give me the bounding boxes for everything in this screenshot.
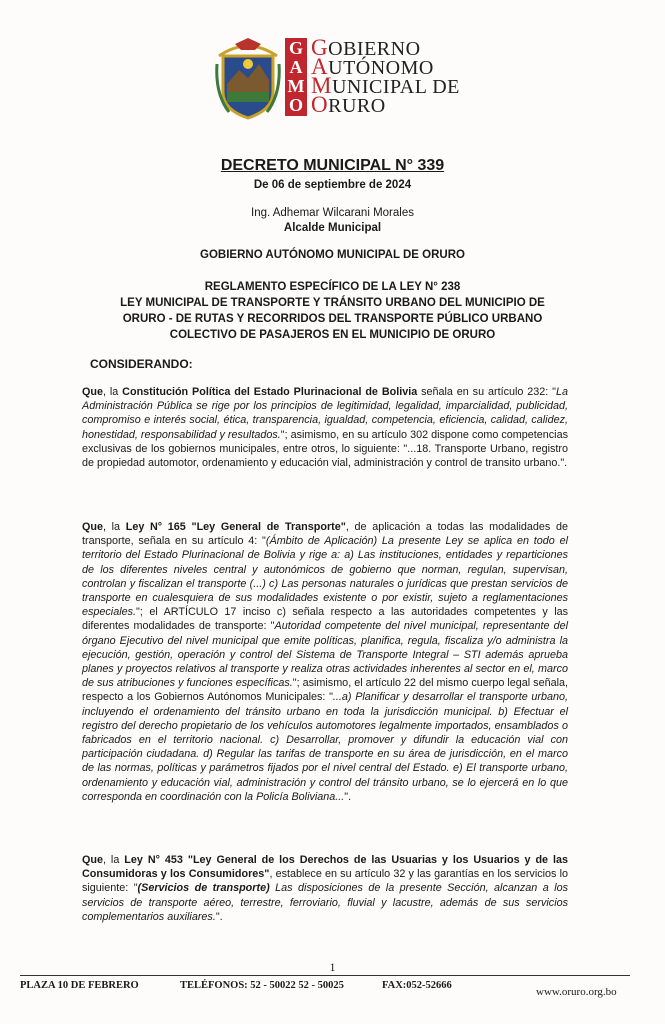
letterhead-line: ORURO [311,92,386,117]
text-run: "; el ARTÍCULO 17 inciso c) señala respecto a las autoridades competentes y las diferentes modalidades de transporte: " [82,606,568,633]
text-run: "; asimismo, en su artículo 302 dispone como competencias exclusivas de los gobiernos municipales, entre otros, lo siguiente: "...18. Transporte Urbano, registro de propiedad automotor, ordenamiento y educación vial, administración y control de transito urbano.". [82,428,568,470]
government-name: GOBIERNO AUTÓNOMO MUNICIPAL DE ORURO [200,249,465,261]
letterhead-line: AUTÓNOMO [311,54,434,79]
footer-website[interactable]: www.oruro.org.bo [536,986,617,998]
mayor-name: Ing. Adhemar Wilcarani Morales [251,207,414,219]
regulation-title-line: ORURO - DE RUTAS Y RECORRIDOS DEL TRANSPORTE PÚBLICO URBANO [122,313,543,325]
regulation-title-line: REGLAMENTO ESPECÍFICO DE LA LEY N° 238 [204,281,461,293]
text-run: Constitución Política del Estado Plurinacional de Bolivia [122,386,418,398]
paragraph [82,385,568,470]
text-run: , la [103,386,123,398]
footer-divider [20,975,630,976]
coat-of-arms-icon [215,34,281,120]
text-run: ...a) Planificar y desarrollar el transporte urbano, incluyendo el ordenamiento del tránsito urbano en toda la jurisdicción municipal. b) Efectuar el registro del derecho propietario de los vehículos automotores legalmente importados, ensamblados o fabricados en el territorio nacional. c) Desarrollar, promover y difundir la educación vial con participación ciudadana. d) Regular las tarifas de transporte en su área de jurisdicción, en el marco de las normas, políticas y parámetros fijados por el nivel central del Estado. e) El transporte urbano, ordenamiento y educación vial, administración y control del tránsito urbano, se lo ejercerá en lo que corresponda en coordinación con la Policía Boliviana... [82,691,568,803]
gamo-letter: A [289,57,303,77]
text-run: ". [344,790,352,803]
text-run: Autoridad competente del nivel municipal, representante del órgano Ejecutivo del nivel municipal que emite políticas, planifica, regula, fiscaliza y/o administra la ejecución, gestión, operación y control del Sistema de Transporte Integral – STI además aprueba planes y proyectos relativos al transporte y realiza otras actividades inherentes al sector en el, marco de sus atribuciones y funciones específicas. [82,620,568,690]
text-run: (Ámbito de Aplicación) La presente Ley se aplica en todo el territorio del Estado Plurinacional de Bolivia y rige a: a) Las instituciones, entidades y reparticiones de los diferentes niveles central y autonómicos de gobierno que norman, regulan, supervisan, controlan y fiscalizan el transporte (...) c) Las personas naturales o jurídicas que prestan servicios de transporte en cualesquiera de sus modalidades existente o por existir, sujeto a reglamentaciones especiales. [82,535,568,619]
text-run: , la [103,521,126,533]
gamo-letter: M [287,76,305,96]
considerando-heading: CONSIDERANDO: [90,357,193,371]
text-run: , la [103,854,125,866]
letterhead-line: MUNICIPAL DE [311,73,460,98]
letterhead [215,34,475,124]
text-run: "; asimismo, el artículo 22 del mismo cuerpo legal señala, respecto a los Gobiernos Autónomos Municipales: " [82,677,568,704]
regulation-title [0,279,665,343]
text-run: Que [82,521,103,533]
gamo-letter: G [288,38,303,58]
footer-fax: FAX:052-52666 [382,980,452,991]
text-run: señala en su artículo 232: " [417,386,556,398]
footer-phones: TELÉFONOS: 52 - 50022 52 - 50025 [180,980,344,991]
text-run: La Administración Pública se rige por los principios de legitimidad, legalidad, imparcialidad, publicidad, compromiso e interés social, ética, transparencia, igualdad, competencia, eficiencia, calidad, calidez, honestidad, responsabilidad y resultados. [82,386,568,441]
gamo-letter: O [288,95,303,115]
decree-title: DECRETO MUNICIPAL N° 339 [220,157,445,174]
text-run: Que [82,854,103,866]
page-number: 1 [329,960,336,974]
regulation-title-line: LEY MUNICIPAL DE TRANSPORTE Y TRÁNSITO URBANO DEL MUNICIPIO DE [120,297,545,309]
regulation-title-line: COLECTIVO DE PASAJEROS EN EL MUNICIPIO DE ORURO [169,329,496,341]
text-run: ". [215,910,223,923]
text-run: Las disposiciones de la presente Sección, alcanzan a los servicios de transporte aéreo, terrestre, ferroviario, fluvial y lacustre, además de sus servicios complementarios auxiliares. [82,882,569,923]
letterhead-line: GOBIERNO [311,35,421,60]
mayor-title: Alcalde Municipal [283,222,382,234]
paragraph [82,520,568,804]
text-run: Que [82,386,103,398]
decree-date: De 06 de septiembre de 2024 [253,179,412,191]
text-run: , de aplicación a todas las modalidades de transporte, señala en su artículo 4: " [82,521,568,548]
text-run: Ley N° 165 "Ley General de Transporte" [125,521,346,533]
text-run: , establece en su artículo 32 y las garantías en los servicios lo siguiente: " [82,868,568,895]
text-run: Ley N° 453 "Ley General de los Derechos de las Usuarias y los Usuarios y de las Consumidoras y los Consumidores" [82,854,568,881]
paragraph [82,853,568,924]
text-run: (Servicios de transporte) [137,882,270,895]
footer-address: PLAZA 10 DE FEBRERO [20,980,139,991]
